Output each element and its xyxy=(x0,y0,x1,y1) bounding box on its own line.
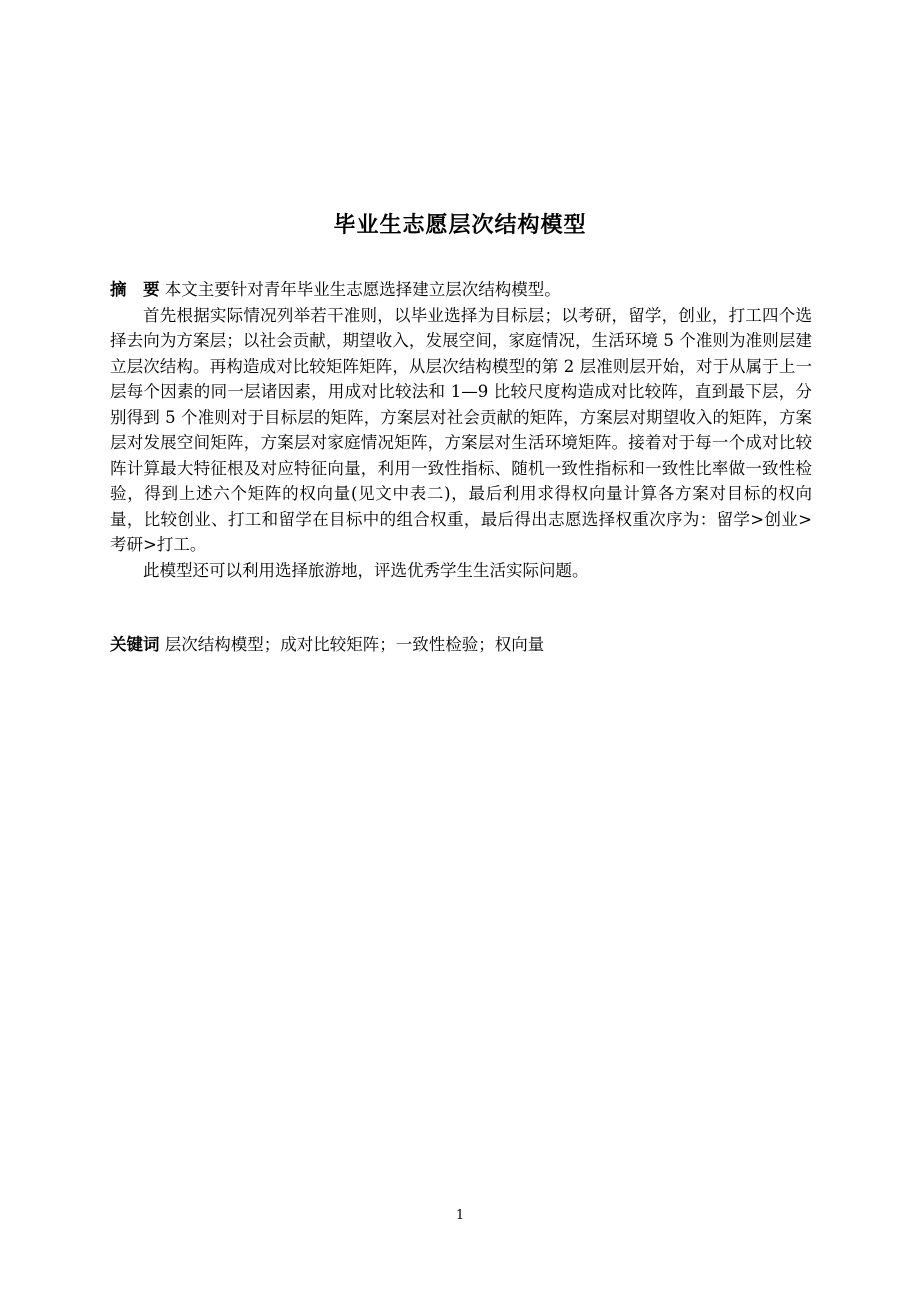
keywords-label: 关键词 xyxy=(110,635,160,654)
page-number: 1 xyxy=(455,1208,465,1223)
abstract-section xyxy=(110,277,812,583)
keywords-section xyxy=(110,632,812,657)
abstract-paragraph-2: 此模型还可以利用选择旅游地，评选优秀学生生活实际问题。 xyxy=(143,560,589,580)
paper-title: 毕业生志愿层次结构模型 xyxy=(333,213,587,238)
abstract-label: 摘 要 xyxy=(110,280,160,299)
keywords-text: 层次结构模型；成对比较矩阵；一致性检验；权向量 xyxy=(164,635,545,654)
abstract-intro: 本文主要针对青年毕业生志愿选择建立层次结构模型。 xyxy=(164,280,561,299)
abstract-paragraph-1: 首先根据实际情况列举若干准则，以毕业选择为目标层；以考研，留学，创业，打工四个选择去向为方案层；以社会贡献，期望收入，发展空间，家庭情况，生活环境 5 个准则为准则层建立层次结构。再构造成对比较矩阵矩阵，从层次结构模型的第 2 层准则层开始，对于从属于上一层每个因素的同一层诸因素，用成对比较法和 1—9 比较尺度构造成对比较阵，直到最下层，分别得到 5 个准则对于目标层的矩阵，方案层对社会贡献的矩阵，方案层对期望收入的矩阵，方案层对发展空间矩阵，方案层对家庭情况矩阵，方案层对生活环境矩阵。接着对于每一个成对比较阵计算最大特征根及对应特征向量，利用一致性指标、随机一致性指标和一致性比率做一致性检验，得到上述六个矩阵的权向量(见文中表二)，最后利用求得权向量计算各方案对目标的权向量，比较创业、打工和留学在目标中的组合权重，最后得出志愿选择权重次序为：留学>创业>考研>打工。 xyxy=(110,305,812,554)
abstract-intro-line xyxy=(110,277,812,303)
